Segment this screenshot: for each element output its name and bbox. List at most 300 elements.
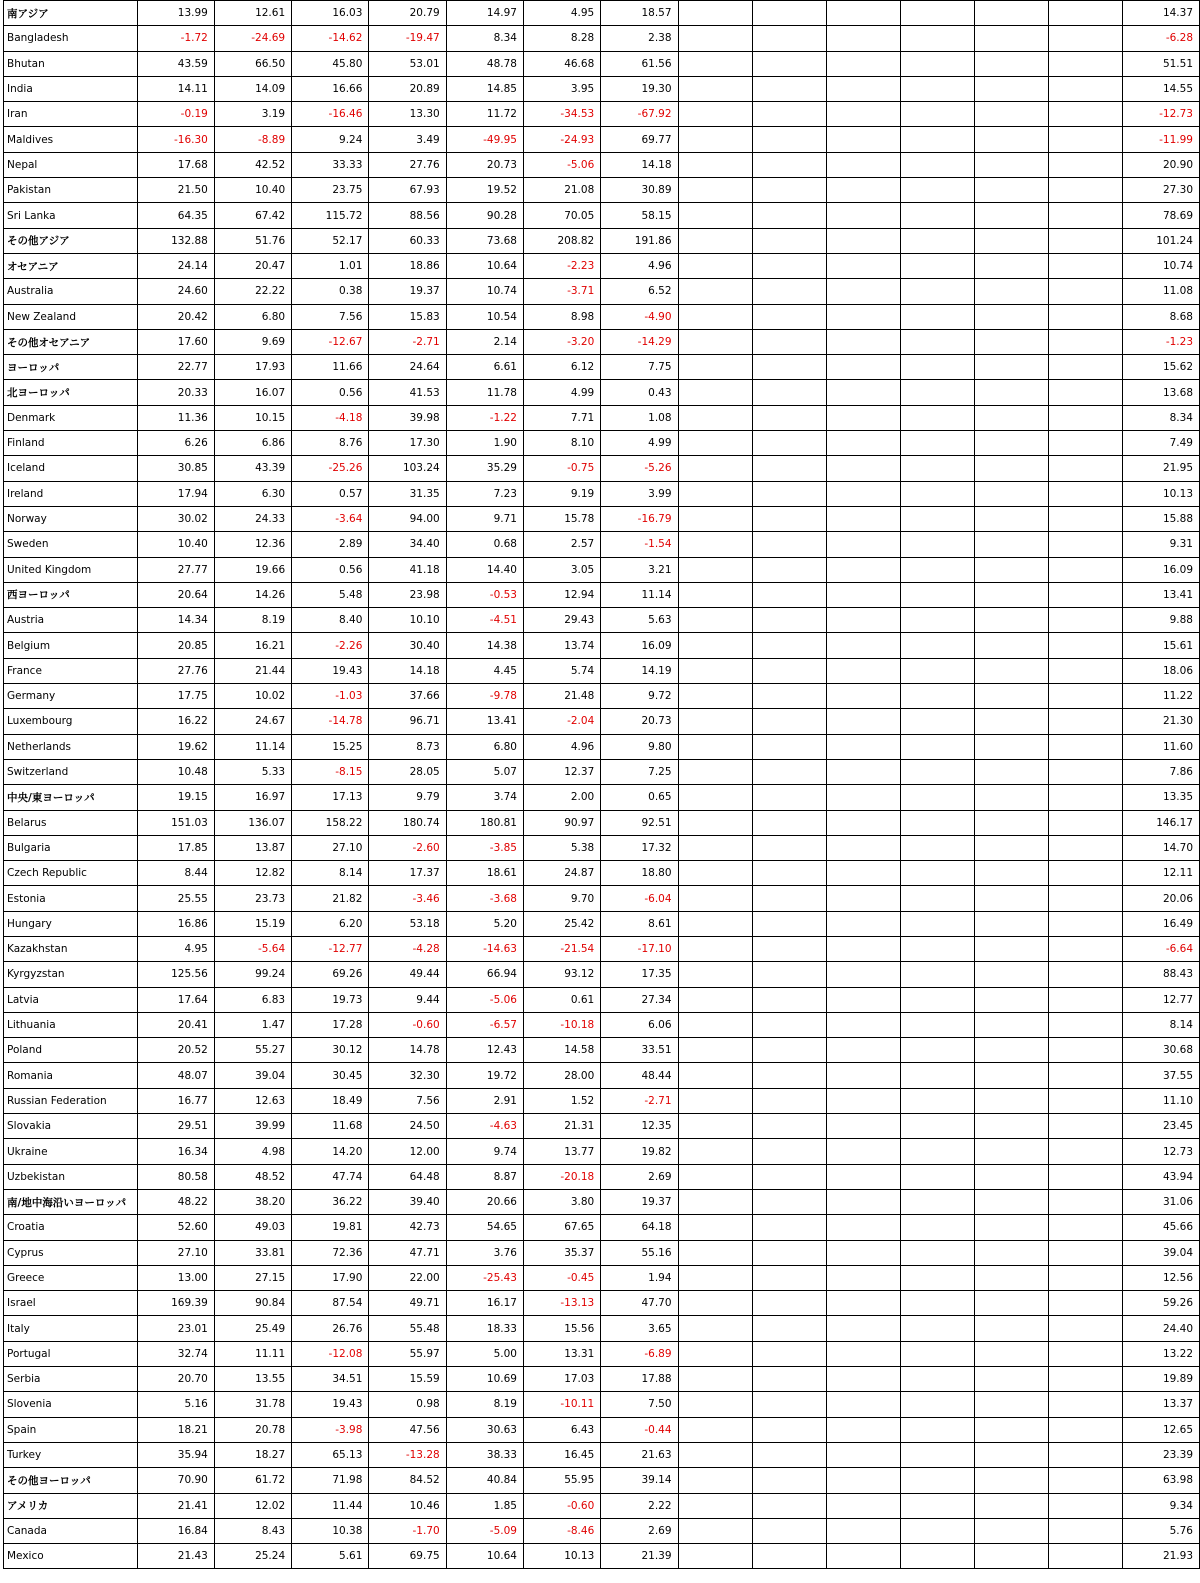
country-name-cell: Turkey xyxy=(4,1442,138,1467)
value-cell: 54.65 xyxy=(446,1215,523,1240)
value-cell: -8.15 xyxy=(292,759,369,784)
value-cell: 16.77 xyxy=(137,1088,214,1113)
value-cell: 4.98 xyxy=(214,1139,291,1164)
empty-cell xyxy=(1048,1215,1122,1240)
value-cell: 5.33 xyxy=(214,759,291,784)
value-cell: -3.64 xyxy=(292,506,369,531)
empty-cell xyxy=(678,431,752,456)
table-row xyxy=(4,557,1200,582)
value-cell: 64.48 xyxy=(369,1164,446,1189)
value-cell: 47.56 xyxy=(369,1417,446,1442)
table-row xyxy=(4,127,1200,152)
empty-cell xyxy=(752,1468,826,1493)
value-cell: 31.35 xyxy=(369,481,446,506)
value-cell: 61.56 xyxy=(601,51,678,76)
table-row xyxy=(4,1,1200,26)
total-cell: 16.49 xyxy=(1122,911,1199,936)
value-cell: 42.52 xyxy=(214,152,291,177)
empty-cell xyxy=(678,1417,752,1442)
empty-cell xyxy=(752,1367,826,1392)
empty-cell xyxy=(1048,178,1122,203)
empty-cell xyxy=(974,1240,1048,1265)
empty-cell xyxy=(678,658,752,683)
empty-cell xyxy=(826,76,900,101)
value-cell: -0.60 xyxy=(369,1012,446,1037)
country-name-cell: Slovakia xyxy=(4,1114,138,1139)
empty-cell xyxy=(1048,1240,1122,1265)
country-name-cell: Ukraine xyxy=(4,1139,138,1164)
total-cell: 45.66 xyxy=(1122,1215,1199,1240)
total-cell: 13.22 xyxy=(1122,1341,1199,1366)
value-cell: 14.97 xyxy=(446,1,523,26)
value-cell: 73.68 xyxy=(446,228,523,253)
empty-cell xyxy=(678,532,752,557)
empty-cell xyxy=(752,1114,826,1139)
total-cell: 63.98 xyxy=(1122,1468,1199,1493)
value-cell: 93.12 xyxy=(523,962,600,987)
total-cell: 43.94 xyxy=(1122,1164,1199,1189)
empty-cell xyxy=(974,1063,1048,1088)
total-cell: 24.40 xyxy=(1122,1316,1199,1341)
value-cell: -1.22 xyxy=(446,405,523,430)
value-cell: 87.54 xyxy=(292,1291,369,1316)
total-cell: 11.22 xyxy=(1122,684,1199,709)
empty-cell xyxy=(900,1012,974,1037)
country-name-cell: Australia xyxy=(4,279,138,304)
value-cell: 25.24 xyxy=(214,1544,291,1569)
table-row xyxy=(4,1493,1200,1518)
empty-cell xyxy=(900,582,974,607)
total-cell: 12.73 xyxy=(1122,1139,1199,1164)
value-cell: 21.31 xyxy=(523,1114,600,1139)
value-cell: 23.01 xyxy=(137,1316,214,1341)
value-cell: 17.28 xyxy=(292,1012,369,1037)
table-row xyxy=(4,380,1200,405)
empty-cell xyxy=(1048,304,1122,329)
empty-cell xyxy=(900,1265,974,1290)
value-cell: -12.77 xyxy=(292,936,369,961)
region-name-cell: 西ヨーロッパ xyxy=(4,582,138,607)
value-cell: 90.97 xyxy=(523,810,600,835)
empty-cell xyxy=(678,279,752,304)
empty-cell xyxy=(1048,405,1122,430)
empty-cell xyxy=(900,1088,974,1113)
empty-cell xyxy=(752,1063,826,1088)
region-name-cell: 南/地中海沿いヨーロッパ xyxy=(4,1189,138,1214)
value-cell: 42.73 xyxy=(369,1215,446,1240)
country-name-cell: Slovenia xyxy=(4,1392,138,1417)
value-cell: 67.93 xyxy=(369,178,446,203)
empty-cell xyxy=(826,658,900,683)
region-name-cell: アメリカ xyxy=(4,1493,138,1518)
empty-cell xyxy=(1048,532,1122,557)
total-cell: 11.60 xyxy=(1122,734,1199,759)
empty-cell xyxy=(974,76,1048,101)
value-cell: 43.39 xyxy=(214,456,291,481)
empty-cell xyxy=(1048,886,1122,911)
value-cell: 69.26 xyxy=(292,962,369,987)
value-cell: 30.63 xyxy=(446,1417,523,1442)
value-cell: 15.25 xyxy=(292,734,369,759)
empty-cell xyxy=(752,329,826,354)
empty-cell xyxy=(1048,785,1122,810)
value-cell: 21.41 xyxy=(137,1493,214,1518)
empty-cell xyxy=(678,102,752,127)
table-row xyxy=(4,1012,1200,1037)
value-cell: 11.36 xyxy=(137,405,214,430)
total-cell: 101.24 xyxy=(1122,228,1199,253)
empty-cell xyxy=(826,1139,900,1164)
value-cell: -10.11 xyxy=(523,1392,600,1417)
empty-cell xyxy=(1048,684,1122,709)
empty-cell xyxy=(900,178,974,203)
empty-cell xyxy=(974,26,1048,51)
value-cell: 20.70 xyxy=(137,1367,214,1392)
value-cell: 45.80 xyxy=(292,51,369,76)
value-cell: -17.10 xyxy=(601,936,678,961)
value-cell: 11.44 xyxy=(292,1493,369,1518)
empty-cell xyxy=(752,1518,826,1543)
value-cell: 4.99 xyxy=(523,380,600,405)
empty-cell xyxy=(826,1468,900,1493)
empty-cell xyxy=(974,1544,1048,1569)
empty-cell xyxy=(826,1493,900,1518)
empty-cell xyxy=(752,886,826,911)
country-name-cell: Romania xyxy=(4,1063,138,1088)
value-cell: 10.46 xyxy=(369,1493,446,1518)
value-cell: 6.26 xyxy=(137,431,214,456)
value-cell: -8.89 xyxy=(214,127,291,152)
region-name-cell: その他ヨーロッパ xyxy=(4,1468,138,1493)
empty-cell xyxy=(1048,557,1122,582)
empty-cell xyxy=(752,1341,826,1366)
value-cell: 16.86 xyxy=(137,911,214,936)
value-cell: 16.97 xyxy=(214,785,291,810)
value-cell: 19.30 xyxy=(601,76,678,101)
value-cell: 13.31 xyxy=(523,1341,600,1366)
value-cell: 90.84 xyxy=(214,1291,291,1316)
value-cell: 70.90 xyxy=(137,1468,214,1493)
value-cell: 28.00 xyxy=(523,1063,600,1088)
total-cell: -12.73 xyxy=(1122,102,1199,127)
empty-cell xyxy=(752,1442,826,1467)
value-cell: 13.55 xyxy=(214,1367,291,1392)
country-name-cell: Netherlands xyxy=(4,734,138,759)
value-cell: 0.56 xyxy=(292,557,369,582)
empty-cell xyxy=(752,810,826,835)
country-name-cell: Iran xyxy=(4,102,138,127)
empty-cell xyxy=(1048,633,1122,658)
value-cell: 16.84 xyxy=(137,1518,214,1543)
empty-cell xyxy=(678,1442,752,1467)
country-name-cell: Cyprus xyxy=(4,1240,138,1265)
empty-cell xyxy=(974,1316,1048,1341)
total-cell: 21.93 xyxy=(1122,1544,1199,1569)
empty-cell xyxy=(826,936,900,961)
country-name-cell: New Zealand xyxy=(4,304,138,329)
empty-cell xyxy=(974,481,1048,506)
country-name-cell: Denmark xyxy=(4,405,138,430)
empty-cell xyxy=(900,810,974,835)
empty-cell xyxy=(826,1367,900,1392)
empty-cell xyxy=(826,734,900,759)
value-cell: 15.83 xyxy=(369,304,446,329)
value-cell: 7.75 xyxy=(601,355,678,380)
table-row xyxy=(4,76,1200,101)
value-cell: 24.33 xyxy=(214,506,291,531)
empty-cell xyxy=(900,734,974,759)
value-cell: 52.60 xyxy=(137,1215,214,1240)
value-cell: 17.37 xyxy=(369,861,446,886)
value-cell: 14.20 xyxy=(292,1139,369,1164)
value-cell: 9.71 xyxy=(446,506,523,531)
empty-cell xyxy=(900,962,974,987)
value-cell: -2.71 xyxy=(601,1088,678,1113)
value-cell: 18.80 xyxy=(601,861,678,886)
empty-cell xyxy=(826,532,900,557)
empty-cell xyxy=(678,1012,752,1037)
value-cell: 9.80 xyxy=(601,734,678,759)
value-cell: -12.08 xyxy=(292,1341,369,1366)
value-cell: 19.66 xyxy=(214,557,291,582)
table-row xyxy=(4,1038,1200,1063)
empty-cell xyxy=(900,456,974,481)
value-cell: 9.24 xyxy=(292,127,369,152)
value-cell: -14.78 xyxy=(292,709,369,734)
value-cell: 14.34 xyxy=(137,608,214,633)
empty-cell xyxy=(1048,1417,1122,1442)
empty-cell xyxy=(752,1038,826,1063)
value-cell: 11.11 xyxy=(214,1341,291,1366)
value-cell: 14.40 xyxy=(446,557,523,582)
empty-cell xyxy=(752,481,826,506)
table-row xyxy=(4,658,1200,683)
value-cell: 8.43 xyxy=(214,1518,291,1543)
empty-cell xyxy=(752,1215,826,1240)
value-cell: 6.30 xyxy=(214,481,291,506)
value-cell: 16.21 xyxy=(214,633,291,658)
value-cell: 10.13 xyxy=(523,1544,600,1569)
value-cell: 58.15 xyxy=(601,203,678,228)
value-cell: 19.62 xyxy=(137,734,214,759)
empty-cell xyxy=(826,304,900,329)
empty-cell xyxy=(826,962,900,987)
empty-cell xyxy=(974,279,1048,304)
total-cell: 13.37 xyxy=(1122,1392,1199,1417)
value-cell: 49.44 xyxy=(369,962,446,987)
table-row xyxy=(4,203,1200,228)
empty-cell xyxy=(1048,1544,1122,1569)
empty-cell xyxy=(826,178,900,203)
table-row xyxy=(4,1139,1200,1164)
value-cell: -0.19 xyxy=(137,102,214,127)
value-cell: 14.19 xyxy=(601,658,678,683)
empty-cell xyxy=(1048,1265,1122,1290)
value-cell: -2.60 xyxy=(369,835,446,860)
empty-cell xyxy=(1048,1468,1122,1493)
table-row xyxy=(4,228,1200,253)
value-cell: -0.45 xyxy=(523,1265,600,1290)
value-cell: -5.09 xyxy=(446,1518,523,1543)
value-cell: 19.37 xyxy=(601,1189,678,1214)
value-cell: 21.08 xyxy=(523,178,600,203)
value-cell: -5.64 xyxy=(214,936,291,961)
value-cell: -0.53 xyxy=(446,582,523,607)
value-cell: 0.61 xyxy=(523,987,600,1012)
value-cell: 18.61 xyxy=(446,861,523,886)
empty-cell xyxy=(974,1139,1048,1164)
empty-cell xyxy=(826,481,900,506)
value-cell: 21.50 xyxy=(137,178,214,203)
value-cell: 21.82 xyxy=(292,886,369,911)
empty-cell xyxy=(974,582,1048,607)
value-cell: 48.44 xyxy=(601,1063,678,1088)
value-cell: 6.20 xyxy=(292,911,369,936)
value-cell: 19.37 xyxy=(369,279,446,304)
total-cell: 14.70 xyxy=(1122,835,1199,860)
empty-cell xyxy=(900,152,974,177)
value-cell: 180.74 xyxy=(369,810,446,835)
empty-cell xyxy=(974,532,1048,557)
total-cell: 12.77 xyxy=(1122,987,1199,1012)
empty-cell xyxy=(826,1291,900,1316)
value-cell: 0.43 xyxy=(601,380,678,405)
empty-cell xyxy=(826,456,900,481)
empty-cell xyxy=(974,1291,1048,1316)
empty-cell xyxy=(900,1291,974,1316)
empty-cell xyxy=(974,304,1048,329)
empty-cell xyxy=(678,304,752,329)
empty-cell xyxy=(826,1215,900,1240)
value-cell: 14.09 xyxy=(214,76,291,101)
value-cell: 16.09 xyxy=(601,633,678,658)
empty-cell xyxy=(900,1493,974,1518)
value-cell: 18.21 xyxy=(137,1417,214,1442)
empty-cell xyxy=(1048,658,1122,683)
value-cell: 2.91 xyxy=(446,1088,523,1113)
value-cell: 25.42 xyxy=(523,911,600,936)
value-cell: 8.10 xyxy=(523,431,600,456)
value-cell: 39.40 xyxy=(369,1189,446,1214)
table-row xyxy=(4,608,1200,633)
value-cell: 9.70 xyxy=(523,886,600,911)
empty-cell xyxy=(752,1291,826,1316)
value-cell: 32.74 xyxy=(137,1341,214,1366)
total-cell: 15.62 xyxy=(1122,355,1199,380)
value-cell: 9.19 xyxy=(523,481,600,506)
empty-cell xyxy=(826,1392,900,1417)
empty-cell xyxy=(826,911,900,936)
total-cell: -6.64 xyxy=(1122,936,1199,961)
total-cell: 8.14 xyxy=(1122,1012,1199,1037)
value-cell: 47.70 xyxy=(601,1291,678,1316)
empty-cell xyxy=(900,861,974,886)
empty-cell xyxy=(752,26,826,51)
value-cell: 48.22 xyxy=(137,1189,214,1214)
total-cell: 7.86 xyxy=(1122,759,1199,784)
table-row xyxy=(4,1164,1200,1189)
empty-cell xyxy=(900,253,974,278)
value-cell: 92.51 xyxy=(601,810,678,835)
empty-cell xyxy=(900,759,974,784)
value-cell: 27.76 xyxy=(137,658,214,683)
table-row xyxy=(4,709,1200,734)
value-cell: 115.72 xyxy=(292,203,369,228)
empty-cell xyxy=(826,51,900,76)
empty-cell xyxy=(678,506,752,531)
value-cell: -24.93 xyxy=(523,127,600,152)
value-cell: 51.76 xyxy=(214,228,291,253)
empty-cell xyxy=(752,861,826,886)
empty-cell xyxy=(752,51,826,76)
table-row xyxy=(4,684,1200,709)
value-cell: 6.86 xyxy=(214,431,291,456)
empty-cell xyxy=(1048,1088,1122,1113)
value-cell: 67.42 xyxy=(214,203,291,228)
empty-cell xyxy=(678,911,752,936)
empty-cell xyxy=(974,861,1048,886)
value-cell: 24.50 xyxy=(369,1114,446,1139)
empty-cell xyxy=(900,127,974,152)
empty-cell xyxy=(678,355,752,380)
empty-cell xyxy=(1048,1,1122,26)
empty-cell xyxy=(752,608,826,633)
value-cell: 3.76 xyxy=(446,1240,523,1265)
value-cell: -4.63 xyxy=(446,1114,523,1139)
total-cell: 51.51 xyxy=(1122,51,1199,76)
value-cell: 19.73 xyxy=(292,987,369,1012)
value-cell: 10.10 xyxy=(369,608,446,633)
value-cell: 14.38 xyxy=(446,633,523,658)
value-cell: 41.18 xyxy=(369,557,446,582)
country-name-cell: Sweden xyxy=(4,532,138,557)
total-cell: 10.13 xyxy=(1122,481,1199,506)
table-row xyxy=(4,886,1200,911)
value-cell: 49.03 xyxy=(214,1215,291,1240)
value-cell: 5.16 xyxy=(137,1392,214,1417)
value-cell: 11.14 xyxy=(214,734,291,759)
empty-cell xyxy=(752,380,826,405)
country-name-cell: United Kingdom xyxy=(4,557,138,582)
total-cell: 88.43 xyxy=(1122,962,1199,987)
empty-cell xyxy=(974,684,1048,709)
value-cell: 5.48 xyxy=(292,582,369,607)
value-cell: 17.75 xyxy=(137,684,214,709)
empty-cell xyxy=(752,456,826,481)
empty-cell xyxy=(900,431,974,456)
country-name-cell: France xyxy=(4,658,138,683)
value-cell: 72.36 xyxy=(292,1240,369,1265)
value-cell: 53.01 xyxy=(369,51,446,76)
empty-cell xyxy=(900,1215,974,1240)
empty-cell xyxy=(974,1215,1048,1240)
table-row xyxy=(4,304,1200,329)
value-cell: 10.02 xyxy=(214,684,291,709)
value-cell: 10.74 xyxy=(446,279,523,304)
empty-cell xyxy=(826,431,900,456)
empty-cell xyxy=(900,279,974,304)
value-cell: 18.33 xyxy=(446,1316,523,1341)
value-cell: 35.29 xyxy=(446,456,523,481)
empty-cell xyxy=(974,557,1048,582)
total-cell: 37.55 xyxy=(1122,1063,1199,1088)
value-cell: 5.63 xyxy=(601,608,678,633)
total-cell: 10.74 xyxy=(1122,253,1199,278)
table-body xyxy=(4,1,1200,1569)
value-cell: 19.15 xyxy=(137,785,214,810)
value-cell: 55.27 xyxy=(214,1038,291,1063)
value-cell: 39.99 xyxy=(214,1114,291,1139)
